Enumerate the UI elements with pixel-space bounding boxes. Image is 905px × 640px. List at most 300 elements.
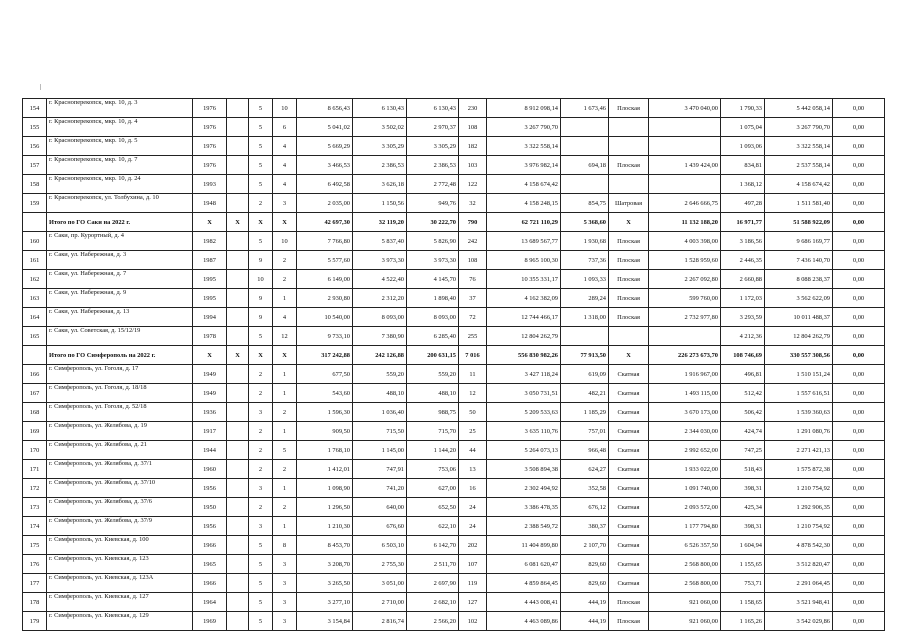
cell-roof: Скатная [609,441,649,460]
cell-r4: 0,00 [833,593,885,612]
cell-r2: 1 368,12 [721,175,765,194]
cell-addr: г. Саки, ул. Набережная, д. 13 [47,308,193,327]
cell-s1: 2 107,70 [561,536,609,555]
cell-s1: 1 673,46 [561,99,609,118]
cell-a3: 3 973,30 [407,251,459,270]
cell-people: 122 [459,175,487,194]
cell-r1: 1 091 740,00 [649,479,721,498]
cell-r3: 4 878 542,30 [765,536,833,555]
cell-c1 [227,555,249,574]
cell-n: 154 [23,99,47,118]
cell-addr: г. Саки, ул. Набережная, д. 7 [47,270,193,289]
cell-r2: 398,31 [721,517,765,536]
cell-c1 [227,384,249,403]
cell-people: 202 [459,536,487,555]
cell-s1 [561,327,609,346]
housing-register-table [22,98,885,631]
cell-roof: Скатная [609,498,649,517]
cell-c1 [227,327,249,346]
cell-a3: 2 566,20 [407,612,459,631]
cell-c1 [227,612,249,631]
cell-year: 1993 [193,175,227,194]
cell-r2: 2 446,35 [721,251,765,270]
cell-a1: 1 596,30 [297,403,353,422]
cell-a1: 317 242,88 [297,346,353,365]
cell-roof: Плоская [609,593,649,612]
cell-r2: 4 212,36 [721,327,765,346]
cell-floors: 2 [249,460,273,479]
cell-a1: 8 656,43 [297,99,353,118]
cell-people: 24 [459,498,487,517]
cell-a3: 1 898,40 [407,289,459,308]
cell-n: 169 [23,422,47,441]
cell-n: 162 [23,270,47,289]
cell-a3: 652,50 [407,498,459,517]
cell-a3: 2 511,70 [407,555,459,574]
cell-cost: 4 158 674,42 [487,175,561,194]
cell-floors: X [249,346,273,365]
cell-r3: 3 322 558,14 [765,137,833,156]
cell-roof [609,137,649,156]
table-row [23,194,885,213]
cell-cost: 3 050 731,51 [487,384,561,403]
cell-r2: 1 093,06 [721,137,765,156]
cell-floors: 2 [249,384,273,403]
table-row [23,384,885,403]
cell-s1: 737,36 [561,251,609,270]
cell-ent: X [273,213,297,232]
cell-r4: 0,00 [833,498,885,517]
cell-ent: 4 [273,137,297,156]
cell-r3: 1 210 754,92 [765,517,833,536]
cell-a3: 2 970,37 [407,118,459,137]
cell-addr: г. Симферополь, ул. Киевская, д. 100 [47,536,193,555]
cell-r2: 1 155,65 [721,555,765,574]
cell-addr: г. Симферополь, ул. Желябова, д. 37/9 [47,517,193,536]
cell-r4: 0,00 [833,156,885,175]
cell-ent: 8 [273,536,297,555]
cell-n: 165 [23,327,47,346]
cell-ent: 1 [273,479,297,498]
table-row [23,251,885,270]
cell-a3: 2 772,48 [407,175,459,194]
cell-roof: Скатная [609,422,649,441]
table-row [23,175,885,194]
cell-a2: 1 145,00 [353,441,407,460]
table-row [23,555,885,574]
cell-r1: 2 568 800,00 [649,555,721,574]
cell-n: 179 [23,612,47,631]
cell-n: 168 [23,403,47,422]
cell-c1 [227,460,249,479]
cell-roof: Скатная [609,574,649,593]
cell-year: 1949 [193,384,227,403]
cell-roof: Плоская [609,99,649,118]
cell-c1 [227,99,249,118]
cell-people: 7 016 [459,346,487,365]
cell-people: 72 [459,308,487,327]
cell-a2: 676,60 [353,517,407,536]
cell-cost: 8 965 100,30 [487,251,561,270]
cell-a2: 3 626,18 [353,175,407,194]
cell-n: 170 [23,441,47,460]
cell-r1: 1 493 115,00 [649,384,721,403]
cell-roof: Скатная [609,403,649,422]
table-row [23,270,885,289]
cell-r3: 7 436 140,70 [765,251,833,270]
cell-year: 1965 [193,555,227,574]
cell-r4: 0,00 [833,118,885,137]
cell-year: 1966 [193,574,227,593]
cell-year: 1917 [193,422,227,441]
cell-a1: 9 733,10 [297,327,353,346]
cell-people: 230 [459,99,487,118]
cell-n [23,346,47,365]
cell-ent: 1 [273,517,297,536]
cell-a3: 6 142,70 [407,536,459,555]
cell-c1: X [227,346,249,365]
cell-r4: 0,00 [833,137,885,156]
cell-people: 32 [459,194,487,213]
cell-addr: г. Симферополь, ул. Киевская, д. 123 [47,555,193,574]
cell-year: 1949 [193,365,227,384]
cell-r1 [649,327,721,346]
cell-people: 24 [459,517,487,536]
cell-a1: 5 577,60 [297,251,353,270]
cell-a1: 10 540,00 [297,308,353,327]
cell-r2: 3 293,59 [721,308,765,327]
cell-addr: г. Симферополь, ул. Желябова, д. 21 [47,441,193,460]
cell-r1: 226 273 673,70 [649,346,721,365]
cell-a1: 5 669,29 [297,137,353,156]
table-row [23,536,885,555]
cell-floors: 9 [249,308,273,327]
cell-people: 25 [459,422,487,441]
cell-r1: 1 177 794,80 [649,517,721,536]
cell-people: 12 [459,384,487,403]
cell-people: 119 [459,574,487,593]
cell-people: 11 [459,365,487,384]
cell-n: 167 [23,384,47,403]
cell-r4: 0,00 [833,289,885,308]
cell-floors: 9 [249,251,273,270]
cell-r1: 1 916 967,00 [649,365,721,384]
cell-year: 1950 [193,498,227,517]
cell-r3: 3 562 622,09 [765,289,833,308]
cell-a2: 715,50 [353,422,407,441]
total-row [23,346,885,365]
cell-c1 [227,194,249,213]
cell-a1: 2 035,00 [297,194,353,213]
cell-r3: 4 158 674,42 [765,175,833,194]
table-row [23,593,885,612]
table-row [23,574,885,593]
cell-c1 [227,593,249,612]
cell-cost: 12 804 262,79 [487,327,561,346]
cell-r4: 0,00 [833,327,885,346]
cell-people: 13 [459,460,487,479]
cell-c1 [227,403,249,422]
cell-floors: 10 [249,270,273,289]
cell-addr: г. Симферополь, ул. Желябова, д. 37/6 [47,498,193,517]
cell-n: 159 [23,194,47,213]
cell-addr: г. Красноперекопск, ул. Толбухина, д. 10 [47,194,193,213]
cell-people: 242 [459,232,487,251]
cell-s1: 482,21 [561,384,609,403]
cell-r3: 1 539 360,63 [765,403,833,422]
cell-a2: 2 710,00 [353,593,407,612]
cell-roof: Скатная [609,555,649,574]
cell-r1: 3 470 040,00 [649,99,721,118]
cell-r2: 496,81 [721,365,765,384]
cell-r4: 0,00 [833,403,885,422]
cell-ent: 3 [273,593,297,612]
cell-addr: Итого по ГО Симферополь на 2022 г. [47,346,193,365]
cell-s1: 1 318,00 [561,308,609,327]
cell-year: 1976 [193,99,227,118]
cell-c1 [227,270,249,289]
cell-a1: 1 768,10 [297,441,353,460]
cell-s1: 1 930,68 [561,232,609,251]
cell-r1: 2 267 092,80 [649,270,721,289]
cell-s1: 289,24 [561,289,609,308]
cell-roof: Шатровая [609,194,649,213]
cell-c1 [227,574,249,593]
cell-cost: 8 912 098,14 [487,99,561,118]
table-row [23,327,885,346]
cell-r2: 506,42 [721,403,765,422]
cell-s1: 1 093,33 [561,270,609,289]
cell-people: 76 [459,270,487,289]
cell-r1: 1 439 424,00 [649,156,721,175]
cell-r3: 8 088 238,37 [765,270,833,289]
cell-a1: 6 149,00 [297,270,353,289]
cell-a2: 3 973,30 [353,251,407,270]
cell-roof: Плоская [609,156,649,175]
cell-r2: 1 172,03 [721,289,765,308]
table-row [23,403,885,422]
cell-r2: 834,81 [721,156,765,175]
cell-floors: 5 [249,175,273,194]
cell-a3: 949,76 [407,194,459,213]
cell-roof: Скатная [609,479,649,498]
cell-s1 [561,137,609,156]
cell-a2: 2 312,20 [353,289,407,308]
cell-addr: г. Симферополь, ул. Гоголя, д. 52/18 [47,403,193,422]
cell-a2: 4 522,40 [353,270,407,289]
cell-a2: 488,10 [353,384,407,403]
cell-s1: 829,60 [561,555,609,574]
cell-floors: 9 [249,289,273,308]
cell-r1: 2 992 652,00 [649,441,721,460]
cell-roof: Плоская [609,251,649,270]
cell-s1: 624,27 [561,460,609,479]
cell-floors: X [249,213,273,232]
cell-floors: 5 [249,612,273,631]
cell-n: 155 [23,118,47,137]
cell-cost: 11 404 899,80 [487,536,561,555]
cell-c1 [227,251,249,270]
cell-cost: 2 302 494,92 [487,479,561,498]
cell-roof: Плоская [609,289,649,308]
cell-a1: 677,50 [297,365,353,384]
cell-c1 [227,175,249,194]
cell-a2: 6 130,43 [353,99,407,118]
cell-r1: 2 344 030,00 [649,422,721,441]
cell-r3: 330 557 308,56 [765,346,833,365]
cell-ent: 10 [273,99,297,118]
cell-r2: 2 660,88 [721,270,765,289]
cell-ent: 2 [273,498,297,517]
cell-people: 108 [459,251,487,270]
cell-roof: Плоская [609,612,649,631]
cell-r1: 3 670 173,00 [649,403,721,422]
cell-s1: 757,01 [561,422,609,441]
cell-r3: 2 291 064,45 [765,574,833,593]
cell-addr: г. Симферополь, ул. Гоголя, д. 17 [47,365,193,384]
cell-roof: Плоская [609,232,649,251]
cell-r2: 108 746,69 [721,346,765,365]
cell-r4: 0,00 [833,99,885,118]
cell-s1: 1 185,29 [561,403,609,422]
cell-year: 1948 [193,194,227,213]
cell-people: 790 [459,213,487,232]
cell-s1: 619,09 [561,365,609,384]
cell-r2: 3 186,56 [721,232,765,251]
cell-year: 1956 [193,517,227,536]
cell-r3: 1 291 080,76 [765,422,833,441]
table-row [23,137,885,156]
cell-cost: 62 721 110,29 [487,213,561,232]
cell-a1: 3 466,53 [297,156,353,175]
cell-n: 174 [23,517,47,536]
cell-r2: 425,34 [721,498,765,517]
table-row [23,517,885,536]
cell-a2: 2 386,53 [353,156,407,175]
cell-cost: 5 264 073,13 [487,441,561,460]
cell-a1: 1 296,50 [297,498,353,517]
cell-addr: г. Симферополь, ул. Киевская, д. 129 [47,612,193,631]
cell-r3: 12 804 262,79 [765,327,833,346]
cell-year: 1995 [193,270,227,289]
cell-ent: 4 [273,308,297,327]
cell-a1: 42 697,30 [297,213,353,232]
cell-roof [609,118,649,137]
table-row [23,232,885,251]
cell-cost: 3 635 110,76 [487,422,561,441]
cell-floors: 2 [249,365,273,384]
cell-r2: 1 165,26 [721,612,765,631]
cell-a3: 627,00 [407,479,459,498]
cell-ent: 4 [273,175,297,194]
cell-c1 [227,479,249,498]
cell-roof: Скатная [609,517,649,536]
cell-n: 163 [23,289,47,308]
cell-a2: 1 150,56 [353,194,407,213]
cell-a1: 3 277,10 [297,593,353,612]
cell-cost: 2 388 549,72 [487,517,561,536]
cell-a3: 1 144,20 [407,441,459,460]
cell-floors: 5 [249,574,273,593]
cell-floors: 2 [249,422,273,441]
cell-a1: 3 154,84 [297,612,353,631]
cell-r4: 0,00 [833,422,885,441]
cell-a2: 559,20 [353,365,407,384]
cell-year: 1936 [193,403,227,422]
cell-floors: 3 [249,403,273,422]
cell-r2: 398,31 [721,479,765,498]
cell-roof: Скатная [609,460,649,479]
cell-a3: 715,70 [407,422,459,441]
table-row [23,99,885,118]
cell-r3: 3 521 948,41 [765,593,833,612]
cell-a3: 2 682,10 [407,593,459,612]
cell-n: 156 [23,137,47,156]
table-row [23,612,885,631]
cell-r3: 1 210 754,92 [765,479,833,498]
cell-r1 [649,137,721,156]
cell-c1: X [227,213,249,232]
cell-r3: 10 011 488,37 [765,308,833,327]
table-row [23,460,885,479]
cell-s1: 444,19 [561,593,609,612]
cell-ent: 12 [273,327,297,346]
cell-r1: 6 526 357,50 [649,536,721,555]
cell-cost: 4 443 008,41 [487,593,561,612]
cell-r2: 1 158,65 [721,593,765,612]
cell-r1: 921 060,00 [649,593,721,612]
cell-a3: 30 222,70 [407,213,459,232]
total-row [23,213,885,232]
cell-r4: 0,00 [833,270,885,289]
cell-roof: Скатная [609,536,649,555]
cell-r4: 0,00 [833,517,885,536]
cell-a3: 5 826,90 [407,232,459,251]
cell-cost: 556 830 982,26 [487,346,561,365]
cell-s1: 676,12 [561,498,609,517]
table-row [23,156,885,175]
cell-floors: 5 [249,99,273,118]
cell-floors: 5 [249,232,273,251]
cell-c1 [227,422,249,441]
cell-cost: 4 859 864,45 [487,574,561,593]
cell-a2: 741,20 [353,479,407,498]
cell-r4: 0,00 [833,479,885,498]
cell-a1: 3 265,50 [297,574,353,593]
cell-r1: 599 760,00 [649,289,721,308]
cell-a2: 3 305,29 [353,137,407,156]
cell-a1: 1 412,01 [297,460,353,479]
cell-a2: 1 036,40 [353,403,407,422]
cell-addr: г. Красноперекопск, мкр. 10, д. 3 [47,99,193,118]
cell-r1: 2 093 572,00 [649,498,721,517]
cell-r4: 0,00 [833,365,885,384]
cell-a1: 1 098,90 [297,479,353,498]
cell-s1 [561,175,609,194]
cell-r4: 0,00 [833,460,885,479]
cell-ent: 1 [273,384,297,403]
table-row [23,498,885,517]
cell-r3: 3 542 029,86 [765,612,833,631]
cell-roof [609,327,649,346]
cell-ent: 3 [273,555,297,574]
cell-a3: 8 093,00 [407,308,459,327]
cell-c1 [227,156,249,175]
cell-s1: 380,37 [561,517,609,536]
cell-r4: 0,00 [833,213,885,232]
cell-r2: 16 971,77 [721,213,765,232]
cell-a2: 3 051,00 [353,574,407,593]
